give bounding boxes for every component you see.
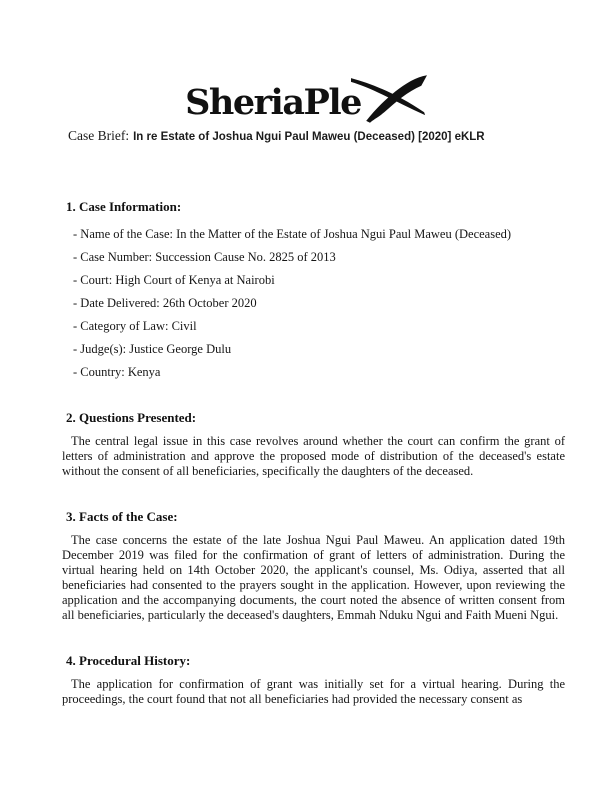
case-info-item-name: - Name of the Case: In the Matter of the Estate of Joshua Ngui Paul Maweu (Deceased) xyxy=(73,227,512,241)
facts-of-the-case-paragraph: The case concerns the estate of the late Joshua Ngui Paul Maweu. An application dated 19th December 2019 was filed for the confirmation of grant of letters of administration. During the virtual hearing held on 14th October 2020, the applicant's counsel, Ms. Odiya, asserted that all beneficiaries had consented to the prayers sought in the application. However, upon reviewing the application and the accompanying documents, the court noted the absence of written consent from all beneficiaries, particularly the deceased's daughters, Emmah Nduku Ngui and Faith Mueni Ngui. xyxy=(62,533,565,622)
sheriaplex-logo-x-icon xyxy=(351,74,427,124)
case-info-item-country: - Country: Kenya xyxy=(73,365,161,379)
section-questions-presented xyxy=(62,410,565,479)
case-brief-label: Case Brief: xyxy=(68,128,130,143)
case-info-item-category: - Category of Law: Civil xyxy=(73,319,197,333)
case-brief-line xyxy=(68,128,565,145)
case-info-item-court: - Court: High Court of Kenya at Nairobi xyxy=(73,273,275,287)
case-info-list xyxy=(62,227,565,380)
questions-presented-paragraph: The central legal issue in this case revolves around whether the court can confirm the grant of letters of administration and approve the proposed mode of distribution of the deceased's estate without the consent of all beneficiaries, specifically the daughters of the deceased. xyxy=(62,434,565,478)
case-brief-title: In re Estate of Joshua Ngui Paul Maweu (Deceased) [2020] eKLR xyxy=(133,131,485,143)
section-heading-questions-presented: 2. Questions Presented: xyxy=(66,410,197,425)
case-info-item-date: - Date Delivered: 26th October 2020 xyxy=(73,296,257,310)
document-body xyxy=(0,199,612,707)
section-heading-case-information: 1. Case Information: xyxy=(66,199,182,214)
section-heading-facts-of-the-case: 3. Facts of the Case: xyxy=(66,509,178,524)
section-procedural-history xyxy=(62,653,565,707)
section-facts-of-the-case xyxy=(62,509,565,623)
section-heading-procedural-history: 4. Procedural History: xyxy=(66,653,191,668)
procedural-history-paragraph: The application for confirmation of grant was initially set for a virtual hearing. During the proceedings, the court found that not all beneficiaries had provided the necessary consent as xyxy=(62,677,565,706)
case-info-item-judges: - Judge(s): Justice George Dulu xyxy=(73,342,232,356)
sheriaplex-logo xyxy=(0,74,612,123)
sheriaplex-logo-text: SheriaPle xyxy=(185,82,361,123)
section-case-information xyxy=(62,199,565,380)
case-info-item-number: - Case Number: Succession Cause No. 2825 of 2013 xyxy=(73,250,336,264)
